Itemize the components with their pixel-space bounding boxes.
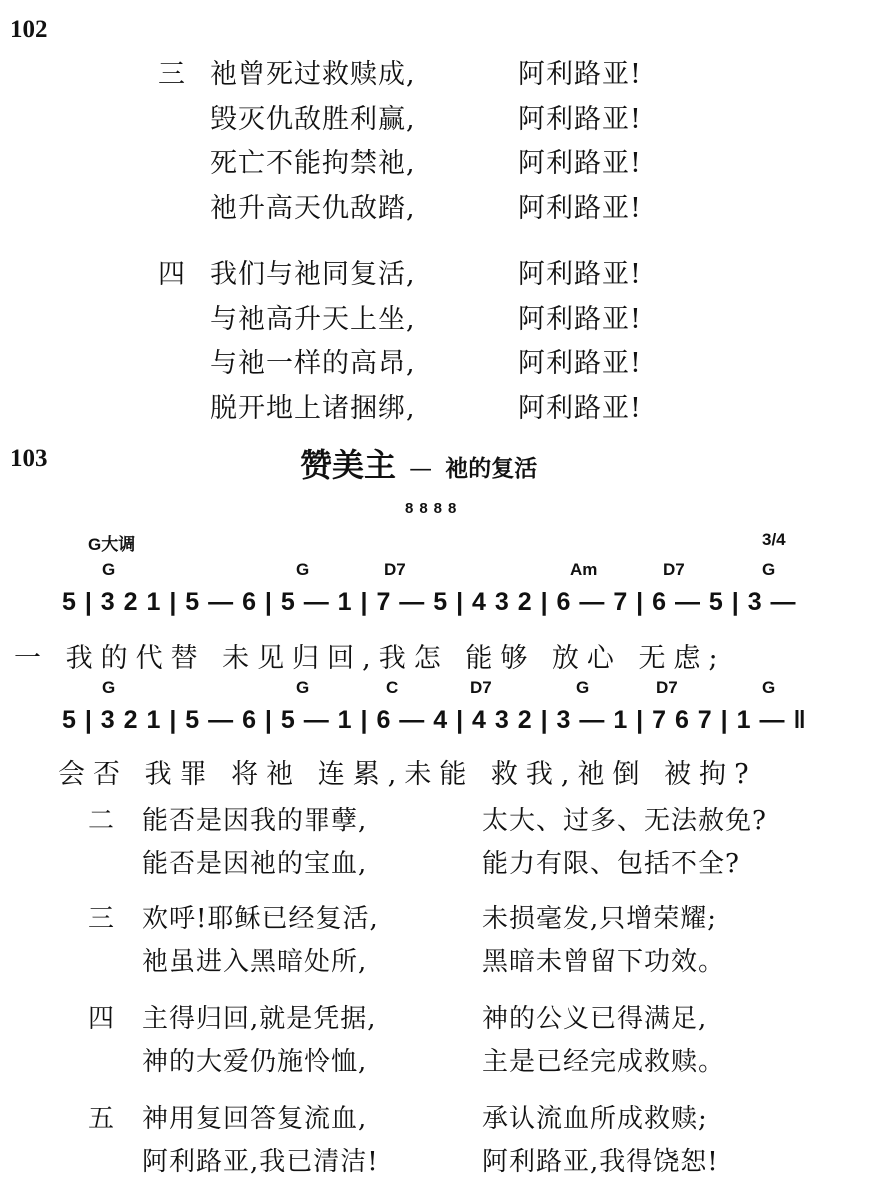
lyric-line: 神的公义已得满足, [482, 1004, 708, 1034]
refrain: 阿利路亚! [518, 193, 642, 224]
lyric-line: 神的大爱仍施怜恤, [142, 1047, 368, 1077]
hymn-title [300, 440, 537, 486]
chord: G [762, 560, 776, 579]
lyric-line: 能否是因祂的宝血, [142, 849, 368, 879]
refrain: 阿利路亚! [518, 148, 642, 179]
chord: C [386, 678, 399, 697]
stanza-number: 五 [88, 1104, 116, 1134]
lyric-line: 未损毫发,只增荣耀; [482, 904, 718, 934]
lyric-line: 能否是因我的罪孽, [142, 806, 368, 836]
lyric-line: 与祂一样的高昂, [210, 348, 416, 379]
chord: G [102, 678, 116, 697]
lyric-line: 黑暗未曾留下功效。 [482, 947, 726, 977]
lyric-line: 死亡不能拘禁祂, [210, 148, 416, 179]
hymn-102-number: 102 [10, 16, 48, 43]
refrain: 阿利路亚! [518, 259, 642, 290]
chord: G [296, 560, 310, 579]
lyric-line: 祂曾死过救赎成, [210, 59, 416, 90]
chord: D7 [470, 678, 492, 697]
lyric-line: 太大、过多、无法赦免? [482, 806, 767, 836]
title-sub: 祂的复活 [445, 456, 538, 482]
chord: D7 [384, 560, 406, 579]
lyric-line: 阿利路亚,我已清洁! [142, 1147, 379, 1177]
chord: Am [570, 560, 598, 579]
chord: G [102, 560, 116, 579]
refrain: 阿利路亚! [518, 304, 642, 335]
chord: D7 [656, 678, 678, 697]
chord: G [296, 678, 310, 697]
chord: G [576, 678, 590, 697]
lyric-line: 欢呼!耶稣已经复活, [142, 904, 379, 934]
lyric-line: 与祂高升天上坐, [210, 304, 416, 335]
stanza-number: 四 [158, 259, 186, 290]
stanza-number: 二 [88, 806, 116, 836]
meter: 8888 [405, 500, 463, 517]
key-signature: G大调 [88, 535, 136, 554]
chord: D7 [663, 560, 685, 579]
lyric-line: 能力有限、包括不全? [482, 849, 740, 879]
lyric-line: 承认流血所成救赎; [482, 1104, 708, 1134]
lyric-line: 祂升高天仇敌踏, [210, 193, 416, 224]
refrain: 阿利路亚! [518, 59, 642, 90]
lyric-line: 毁灭仇敌胜利赢, [210, 104, 416, 135]
lyric-line: 阿利路亚,我得饶恕! [482, 1147, 719, 1177]
lyric-line: 我们与祂同复活, [210, 259, 416, 290]
title-main: 赞美主 [300, 446, 397, 484]
title-separator: — [409, 456, 433, 482]
stanza-number: 四 [88, 1004, 116, 1034]
chord: G [762, 678, 776, 697]
lyric-line: 祂虽进入黑暗处所, [142, 947, 368, 977]
lyric-line: 主得归回,就是凭据, [142, 1004, 377, 1034]
time-signature: 3/4 [762, 530, 786, 549]
numbered-notation: 5 | 3 2 1 | 5 — 6 | 5 — 1 | 6 — 4 | 4 3 2 | 3 — 1 | 7 6 7 | 1 — ‖ [62, 706, 807, 734]
music-lyrics: 会否 我罪 将祂 连累,未能 救我,祂倒 被拘? [58, 759, 757, 790]
refrain: 阿利路亚! [518, 348, 642, 379]
refrain: 阿利路亚! [518, 104, 642, 135]
lyric-line: 脱开地上诸捆绑, [210, 393, 416, 424]
music-lyrics: 一 我的代替 未见归回,我怎 能够 放心 无虑; [14, 643, 726, 674]
stanza-number: 三 [158, 59, 186, 90]
refrain: 阿利路亚! [518, 393, 642, 424]
lyric-line: 主是已经完成救赎。 [482, 1047, 726, 1077]
numbered-notation: 5 | 3 2 1 | 5 — 6 | 5 — 1 | 7 — 5 | 4 3 2 | 6 — 7 | 6 — 5 | 3 — [62, 588, 797, 616]
hymn-103-number: 103 [10, 445, 48, 472]
lyric-line: 神用复回答复流血, [142, 1104, 368, 1134]
stanza-number: 三 [88, 904, 116, 934]
